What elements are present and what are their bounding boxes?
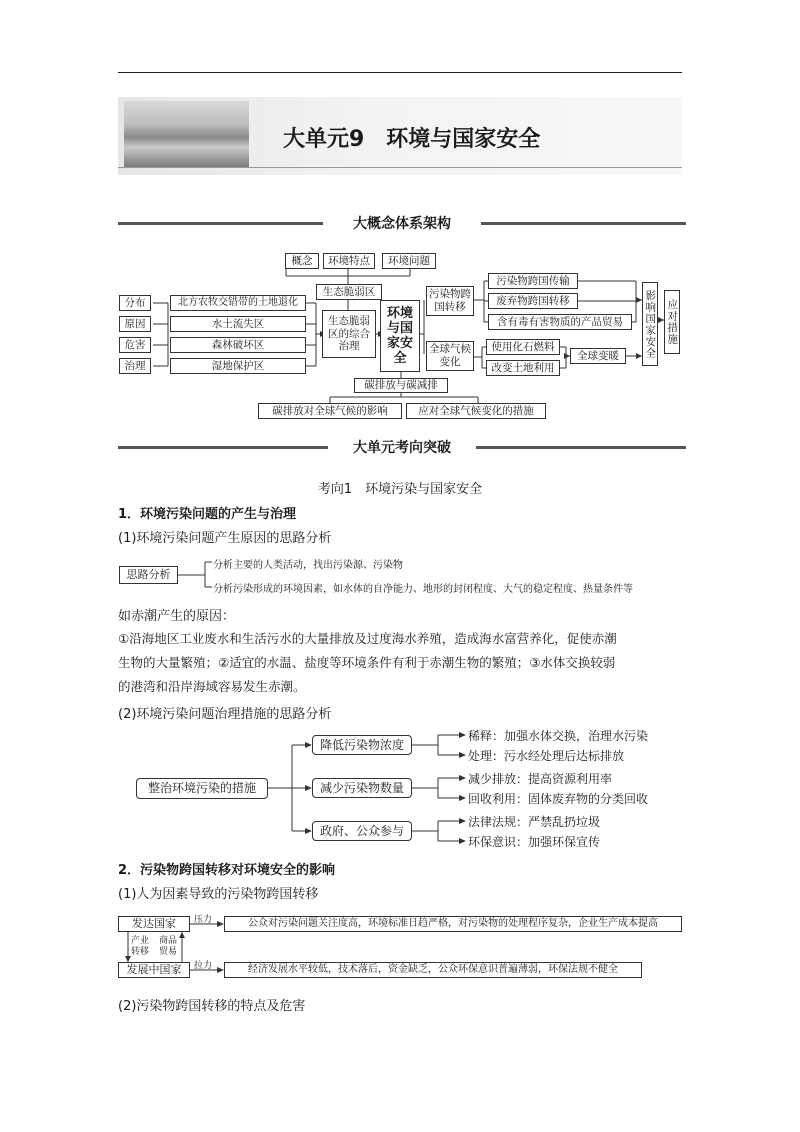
concept-top-item-2: 环境特点: [323, 253, 375, 269]
left-item-4: 湿地保护区: [170, 358, 306, 374]
climate-change: 全球气候变化: [426, 341, 474, 371]
left-item-1: 北方农牧交错带的土地退化: [170, 295, 306, 311]
heading-1: 1．环境污染问题的产生与治理: [118, 507, 297, 522]
pollutant-item-1: 污染物跨国传输: [488, 273, 578, 289]
measures-branch-3: 政府、公众参与: [312, 821, 412, 841]
concept-top-item-1: 概念: [285, 253, 319, 269]
red-tide-line-2: 生物的大量繁殖；②适宜的水温、盐度等环境条件有利于赤潮生物的繁殖；③水体交换较弱: [118, 655, 616, 670]
left-item-3: 森林破坏区: [170, 337, 306, 353]
measures-branch-2: 减少污染物数量: [312, 778, 412, 798]
developing-description: 经济发展水平较低，技术落后，资金缺乏，公众环保意识普遍薄弱，环保法规不健全: [224, 962, 642, 978]
developed-description: 公众对污染问题关注度高，环境标准日趋严格，对污染物的处理程序复杂，企业生产成本提高: [224, 916, 682, 932]
eco-fragile-zone: 生态脆弱区: [316, 284, 382, 300]
topic-title: 考向1 环境污染与国家安全: [317, 482, 483, 497]
measures-item-1-1: 稀释：加强水体交换，治理水污染: [468, 729, 649, 743]
heading-1-1: (1)环境污染问题产生原因的思路分析: [118, 531, 332, 546]
left-label-4: 治理: [119, 358, 151, 374]
global-warming: 全球变暖: [570, 348, 626, 364]
heading-2-1: (1)人为因素导致的污染物跨国转移: [118, 887, 319, 902]
pollutant-transfer: 污染物跨国转移: [426, 286, 474, 316]
heading-1-2: (2)环境污染问题治理措施的思路分析: [118, 707, 332, 722]
measures-item-2-2: 回收利用：固体废弃物的分类回收: [468, 792, 649, 806]
left-label-2: 原因: [119, 316, 151, 332]
measures-root: 整治环境污染的措施: [136, 778, 268, 799]
pollutant-item-3: 含有毒有害物质的产品贸易: [488, 314, 632, 330]
carbon-emission: 碳排放与碳减排: [354, 378, 448, 393]
pollutant-item-2: 废弃物跨国转移: [488, 293, 578, 309]
red-tide-line-3: 的港湾和沿岸海域容易发生赤潮。: [118, 679, 306, 694]
influence-national-security: 影响国家安全: [642, 282, 658, 366]
measures-item-1-2: 处理：污水经处理后达标排放: [468, 749, 625, 763]
carbon-item-1: 碳排放对全球气候的影响: [258, 403, 402, 419]
response-measures: 应对措施: [664, 290, 680, 354]
thinking-analysis-label: 思路分析: [119, 566, 178, 584]
measures-item-3-2: 环保意识：加强环保宣传: [468, 835, 601, 849]
left-label-3: 危害: [119, 337, 151, 353]
developed-country: 发达国家: [118, 916, 190, 932]
red-tide-intro: 如赤潮产生的原因：: [118, 609, 236, 624]
climate-item-2: 改变土地利用: [486, 360, 560, 376]
commodity-trade-label: 商品贸易: [158, 936, 177, 957]
industry-transfer-label: 产业转移: [130, 936, 149, 957]
heading-2-2: (2)污染物跨国转移的特点及危害: [118, 999, 306, 1014]
section-title-exam: 大单元考向突破: [345, 440, 459, 456]
page-title: 大单元9 环境与国家安全: [283, 127, 541, 152]
thinking-item-1: 分析主要的人类活动，找出污染源、污染物: [213, 560, 403, 571]
center-topic: 环境与国家安全: [380, 300, 420, 372]
measures-branch-1: 降低污染物浓度: [312, 735, 412, 755]
concept-top-item-3: 环境问题: [382, 253, 436, 269]
developing-country: 发展中国家: [118, 962, 190, 978]
heading-2: 2．污染物跨国转移对环境安全的影响: [118, 863, 336, 878]
measures-item-3-1: 法律法规：严禁乱扔垃圾: [468, 815, 601, 829]
measures-item-2-1: 减少排放：提高资源利用率: [468, 772, 613, 786]
climate-item-1: 使用化石燃料: [486, 339, 560, 355]
red-tide-line-1: ①沿海地区工业废水和生活污水的大量排放及过度海水养殖，造成海水富营养化，促使赤潮: [118, 631, 617, 646]
eco-governance: 生态脆弱区的综合治理: [322, 310, 376, 358]
section-title-concept: 大概念体系架构: [345, 216, 459, 232]
thinking-item-2: 分析污染形成的环境因素，如水体的自净能力、地形的封闭程度、大气的稳定程度、热量条件等: [213, 584, 633, 595]
left-item-2: 水土流失区: [170, 316, 306, 332]
carbon-item-2: 应对全球气候变化的措施: [406, 403, 546, 419]
left-label-1: 分布: [119, 295, 151, 311]
pressure-label: 压力: [194, 915, 213, 925]
pull-label: 拉力: [194, 961, 213, 971]
